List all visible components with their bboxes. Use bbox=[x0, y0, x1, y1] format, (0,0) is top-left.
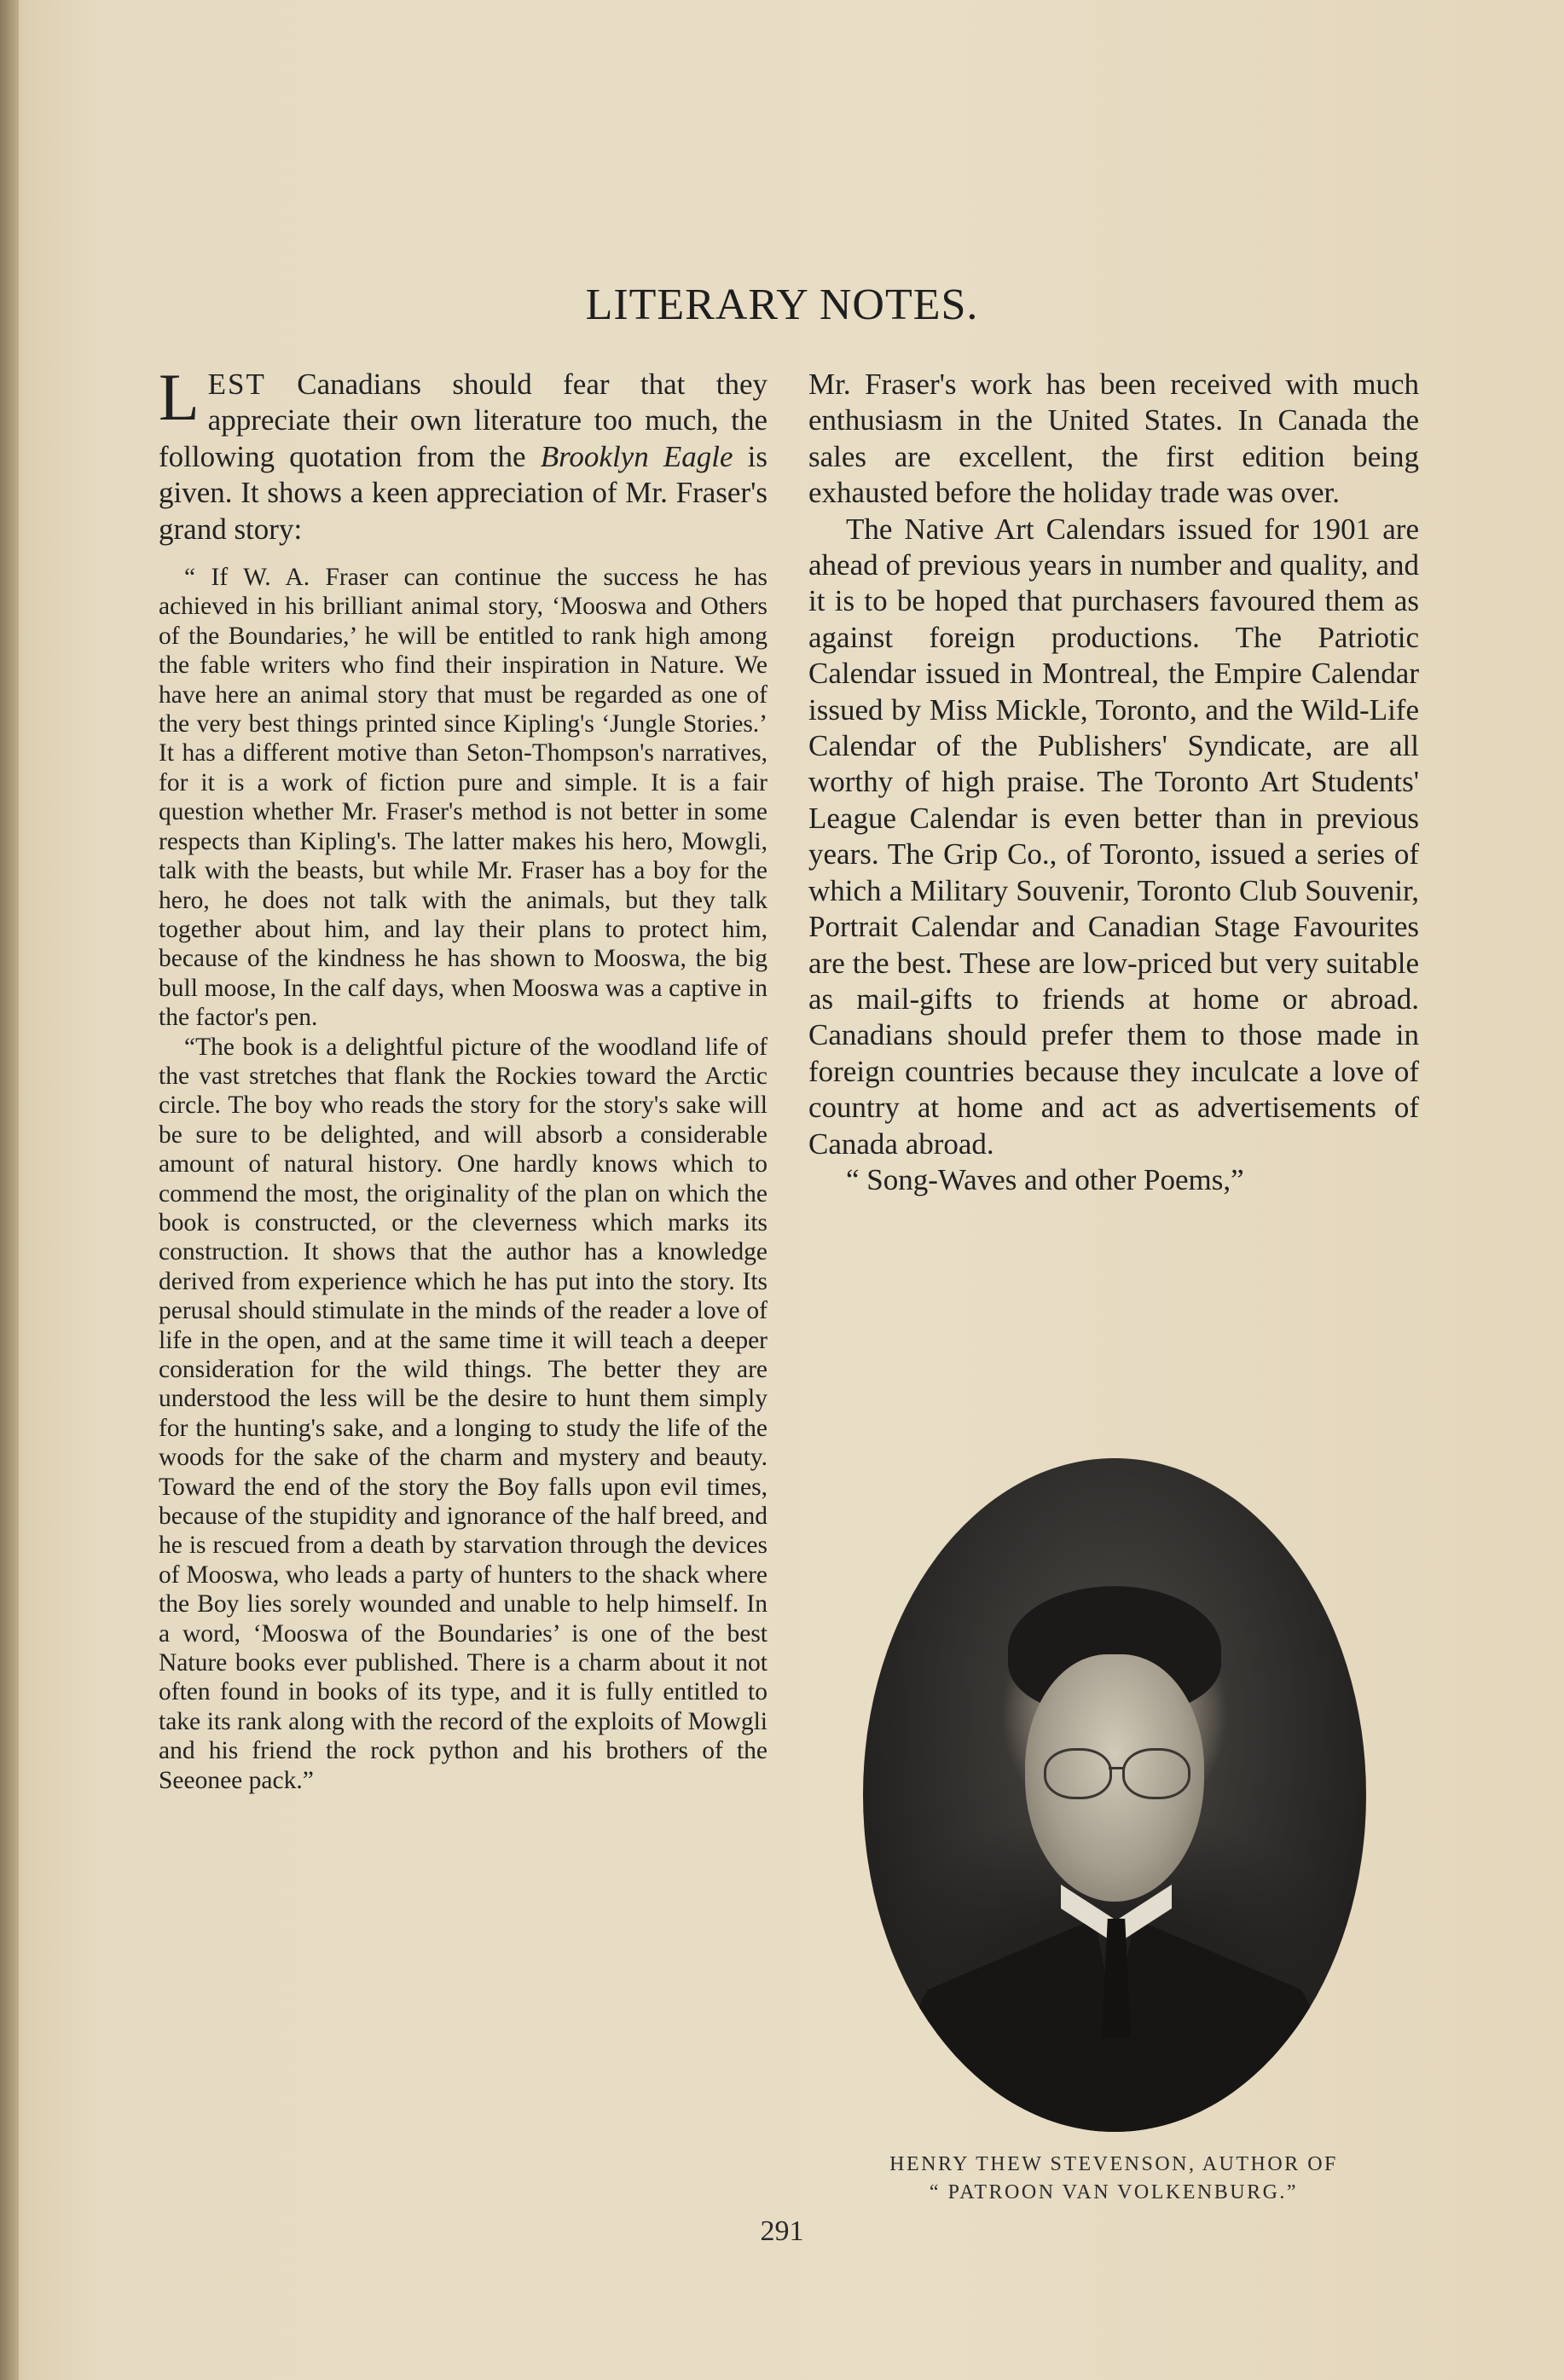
intro-paragraph bbox=[159, 360, 768, 547]
drop-cap: L bbox=[159, 360, 200, 434]
right-column bbox=[808, 367, 1419, 1198]
portrait-glasses-bridge bbox=[1109, 1767, 1124, 1769]
portrait-caption bbox=[808, 2151, 1419, 2207]
right-paragraph-2: The Native Art Calendars issued for 1901 are ahead of previous years in number and quality, and it is to be hoped that purchasers favoured them as against foreign productions. The Patriotic Calendar issued in Montreal, the Empire Calendar issued by Miss Mickle, Toronto, and the Wild-Life Calendar of the Publishers' Syndicate, are all worthy of high praise. The Toronto Art Students' League Calendar is even better than in previous years. The Grip Co., of Toronto, issued a series of which a Military Souvenir, Toronto Club Souvenir, Portrait Calendar and Canadian Stage Favourites are the best. These are low-priced but very suitable as mail-gifts to friends at home or abroad. Canadians should prefer them to those made in foreign countries because they inculcate a love of country at home and act as advertisements of Canada abroad. bbox=[808, 512, 1419, 1161]
right-paragraph-1: Mr. Fraser's work has been received with much enthusiasm in the United States. In Canada the sales are excellent, the first edition being exhausted before the holiday trade was over. bbox=[808, 368, 1419, 510]
right-paragraph-3: “ Song-Waves and other Poems,” bbox=[846, 1162, 1244, 1196]
caption-line-1: HENRY THEW STEVENSON, AUTHOR OF bbox=[889, 2153, 1338, 2175]
quote-paragraph-2: “The book is a delightful picture of the woodland life of the vast stretches that flank the Rockies toward the Arctic circle. The boy who reads the story for the story's sake will be sure to be delighted, and will absorb a considerable amount of natural history. One hardly knows which to commend the most, the originality of the plan on which the book is constructed, or the cleverness which marks its construction. It shows that the author has a knowledge derived from experience which he has put into the story. Its perusal should stimulate in the minds of the reader a love of life in the open, and at the same time it will teach a deeper consideration for the wild things. The better they are understood the less will be the desire to hunt them simply for the hunting's sake, and a longing to study the life of the woods for the sake of the charm and mystery and beauty. Toward the end of the story the Boy falls upon evil times, because of the stupidity and ignorance of the half breed, and he is rescued from a death by starvation through the devices of Mooswa, who leads a party of hunters to the shack where the Boy lies sorely wounded and unable to help himself. In a word, ‘Mooswa of the Boundaries’ is one of the best Nature books ever published. There is a charm about it not often found in books of its type, and it is fully entitled to take its rank along with the record of the exploits of Mowgli and his friend the rock python and his brothers of the Seeonee pack.” bbox=[159, 1033, 768, 1794]
quote-paragraph-1: “ If W. A. Fraser can continue the success he has achieved in his brilliant animal story, ‘Mooswa and Others of the Boundaries,’ he will be entitled to rank high among the fable writers who find their inspiration in Nature. We have here an animal story that must be regarded as one of the very best things printed since Kipling's ‘Jungle Stories.’ It has a different motive than Seton-Thompson's narratives, for it is a work of fiction pure and simple. It is a fair question whether Mr. Fraser's method is not better in some respects than Kipling's. The latter makes his hero, Mowgli, talk with the beasts, but while Mr. Fraser has a boy for the hero, he does not talk with the animals, but they talk together about him, and lay their plans to protect him, because of the kindness he has shown to Mooswa, the big bull moose, In the calf days, when Mooswa was a captive in the factor's pen. bbox=[159, 564, 768, 1032]
author-portrait bbox=[863, 1458, 1366, 2132]
page-title: LITERARY NOTES. bbox=[585, 281, 979, 329]
portrait-glasses-right bbox=[1122, 1748, 1190, 1799]
intro-text-part-1: Canadians should fear that they appreciate their own literature too much, the following quotation from the bbox=[159, 368, 768, 473]
caption-line-2: “ PATROON VAN VOLKENBURG.” bbox=[929, 2181, 1299, 2203]
left-column bbox=[159, 360, 768, 1795]
intro-text-part-2: is given. It shows a keen appreciation of Mr. Fraser's grand story: bbox=[159, 439, 768, 546]
publication-name: Brooklyn Eagle bbox=[540, 439, 733, 473]
portrait-glasses-left bbox=[1044, 1748, 1112, 1799]
intro-smallcaps: EST bbox=[207, 368, 266, 401]
portrait-oval-photo bbox=[863, 1458, 1366, 2132]
book-spine-edge bbox=[0, 0, 19, 2380]
page-number: 291 bbox=[760, 2215, 804, 2247]
